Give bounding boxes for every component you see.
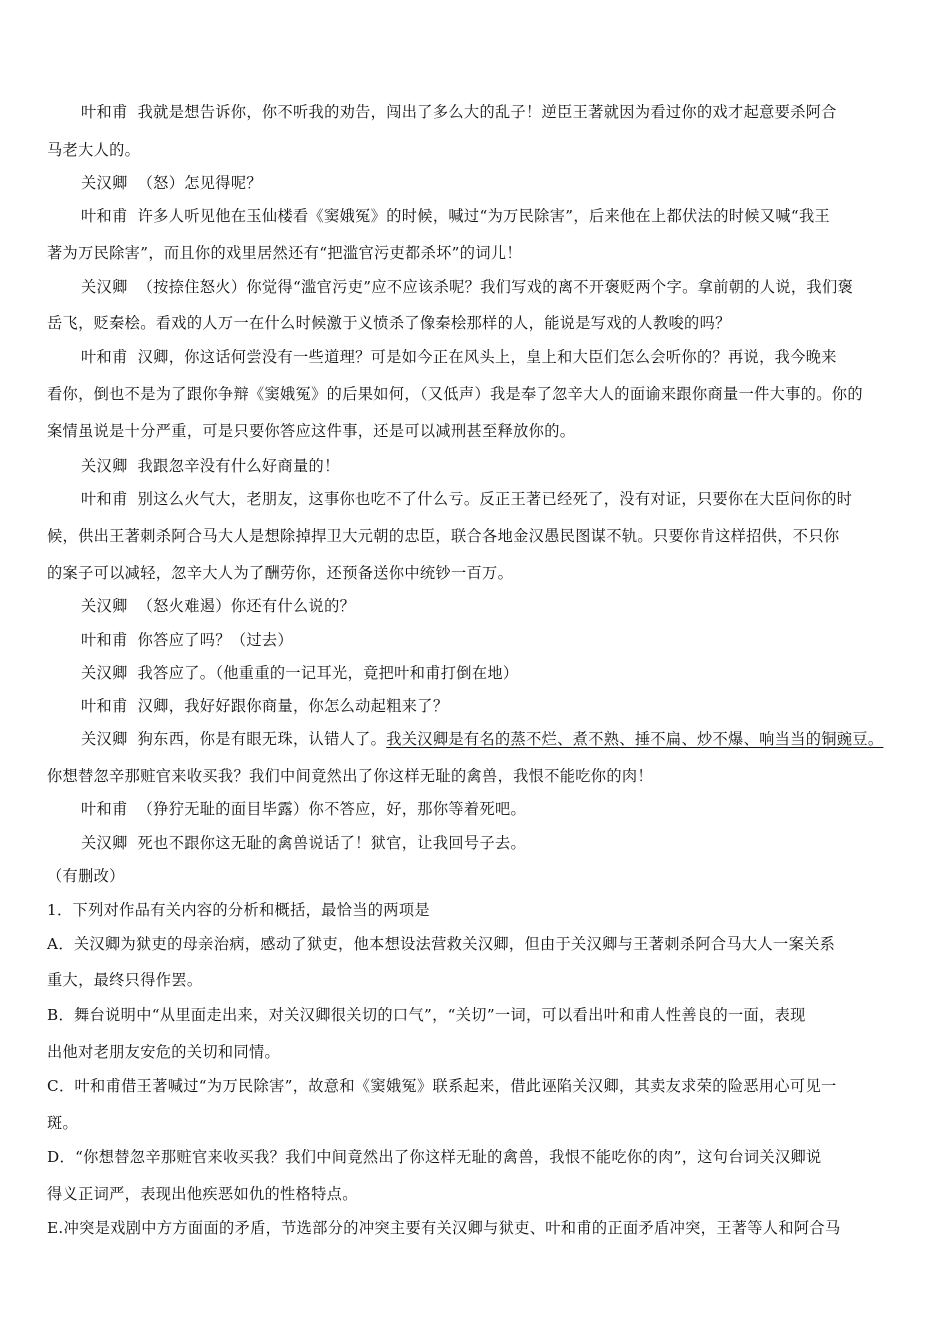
dialogue-text: 你答应了吗？（过去） (137, 631, 293, 649)
speaker-name: 关汉卿 (81, 664, 128, 682)
dialogue-text: （怒）怎见得呢？ (137, 174, 262, 192)
dialogue-line (81, 206, 907, 226)
option-e: E.冲突是戏剧中方方面面的矛盾，节选部分的冲突主要有关汉卿与狱吏、叶和甫的正面矛盾冲突，王著等人和阿合马 (47, 1219, 841, 1237)
option-b-cont: 出他对老朋友安危的关切和同情。 (47, 1043, 281, 1061)
dialogue-line (81, 277, 907, 297)
dialogue-continuation: 马老大人的。 (47, 141, 141, 159)
speaker-name: 叶和甫 (81, 800, 128, 818)
dialogue-line (81, 663, 907, 683)
dialogue-text: 我答应了。（他重重的一记耳光，竟把叶和甫打倒在地） (137, 664, 519, 682)
dialogue-text: 狗东西，你是有眼无珠，认错人了。 (137, 730, 387, 748)
dialogue-text: 汉卿，我好好跟你商量，你怎么动起粗来了？ (137, 697, 449, 715)
option-c: C．叶和甫借王著喊过“为万民除害”，故意和《窦娥冤》联系起来，借此诬陷关汉卿，其卖友求荣的险恶用心可见一 (47, 1077, 837, 1095)
speaker-name: 关汉卿 (81, 730, 128, 748)
underlined-quote: 我关汉卿是有名的蒸不烂、煮不熟、捶不扁、炒不爆、响当当的铜豌豆。 (386, 730, 884, 748)
speaker-name: 叶和甫 (81, 490, 128, 508)
dialogue-line (81, 799, 907, 819)
dialogue-continuation: 看你，倒也不是为了跟你争辩《窦娥冤》的后果如何，（又低声）我是奉了忽辛大人的面谕来跟你商量一件大事的。你的 (47, 385, 863, 403)
dialogue-continuation: 的案子可以减轻，忽辛大人为了酬劳你，还预备送你中统钞一百万。 (47, 564, 514, 582)
speaker-name: 关汉卿 (81, 174, 128, 192)
dialogue-continuation: 候，供出王著刺杀阿合马大人是想除掉捍卫大元朝的忠臣，联合各地金汉愚民图谋不轨。只要你肯这样招供，不只你 (47, 527, 840, 545)
speaker-name: 关汉卿 (81, 457, 128, 475)
speaker-name: 关汉卿 (81, 597, 128, 615)
speaker-name: 关汉卿 (81, 278, 128, 296)
dialogue-continuation: 你想替忽辛那赃官来收买我？我们中间竟然出了你这样无耻的禽兽，我恨不能吃你的肉！ (47, 767, 653, 785)
edit-note: （有删改） (47, 867, 125, 885)
dialogue-continuation: 著为万民除害”，而且你的戏里居然还有“把滥官污吏都杀坏”的词儿！ (47, 244, 522, 262)
dialogue-text: （怒火难遏）你还有什么说的？ (137, 597, 356, 615)
dialogue-text: 死也不跟你这无耻的禽兽说话了！狱官，让我回号子去。 (137, 834, 527, 852)
dialogue-text: 汉卿，你这话何尝没有一些道理？可是如今正在风头上，皇上和大臣们怎么会听你的？再说，我今晚来 (137, 348, 837, 366)
dialogue-text: 我就是想告诉你，你不听我的劝告，闯出了多么大的乱子！逆臣王著就因为看过你的戏才起意要杀阿合 (137, 103, 837, 121)
dialogue-text: 别这么火气大，老朋友，这事你也吃不了什么亏。反正王著已经死了，没有对证，只要你在大臣问你的时 (137, 490, 853, 508)
dialogue-line (81, 173, 907, 193)
speaker-name: 叶和甫 (81, 348, 128, 366)
dialogue-continuation: 案情虽说是十分严重，可是只要你答应这件事，还是可以减刑甚至释放你的。 (47, 422, 576, 440)
dialogue-line (81, 596, 907, 616)
option-c-cont: 斑。 (47, 1114, 79, 1132)
dialogue-text: （狰狞无耻的面目毕露）你不答应，好，那你等着死吧。 (137, 800, 527, 818)
dialogue-text: 我跟忽辛没有什么好商量的！ (137, 457, 340, 475)
dialogue-line (81, 489, 907, 509)
speaker-name: 关汉卿 (81, 834, 128, 852)
speaker-name: 叶和甫 (81, 103, 128, 121)
question-stem: 1．下列对作品有关内容的分析和概括，最恰当的两项是 (47, 901, 430, 919)
dialogue-line (81, 729, 907, 749)
speaker-name: 叶和甫 (81, 207, 128, 225)
dialogue-text: （按捺住怒火）你觉得“滥官污吏”应不应该杀呢？我们写戏的离不开褒贬两个字。拿前朝的人说，我们褒 (137, 278, 854, 296)
option-d: D．“你想替忽辛那赃官来收买我？我们中间竟然出了你这样无耻的禽兽，我恨不能吃你的肉”，这句台词关汉卿说 (47, 1148, 822, 1166)
option-a: A．关汉卿为狱吏的母亲治病，感动了狱吏，他本想设法营救关汉卿，但由于关汉卿与王著刺杀阿合马大人一案关系 (47, 935, 836, 953)
option-b: B．舞台说明中“从里面走出来，对关汉卿很关切的口气”，“关切”一词，可以看出叶和甫人性善良的一面，表现 (47, 1006, 806, 1024)
dialogue-line (81, 456, 907, 476)
dialogue-line (81, 630, 907, 650)
option-a-cont: 重大，最终只得作罢。 (47, 971, 203, 989)
dialogue-line (81, 696, 907, 716)
dialogue-continuation: 岳飞，贬秦桧。看戏的人万一在什么时候激于义愤杀了像秦桧那样的人，能说是写戏的人教唆的吗？ (47, 314, 731, 332)
speaker-name: 叶和甫 (81, 697, 128, 715)
dialogue-line (81, 102, 907, 122)
option-d-cont: 得义正词严，表现出他疾恶如仇的性格特点。 (47, 1185, 358, 1203)
dialogue-line (81, 833, 907, 853)
speaker-name: 叶和甫 (81, 631, 128, 649)
dialogue-text: 许多人听见他在玉仙楼看《窦娥冤》的时候，喊过“为万民除害”，后来他在上都伏法的时候又喊“我王 (137, 207, 831, 225)
dialogue-line (81, 347, 907, 367)
